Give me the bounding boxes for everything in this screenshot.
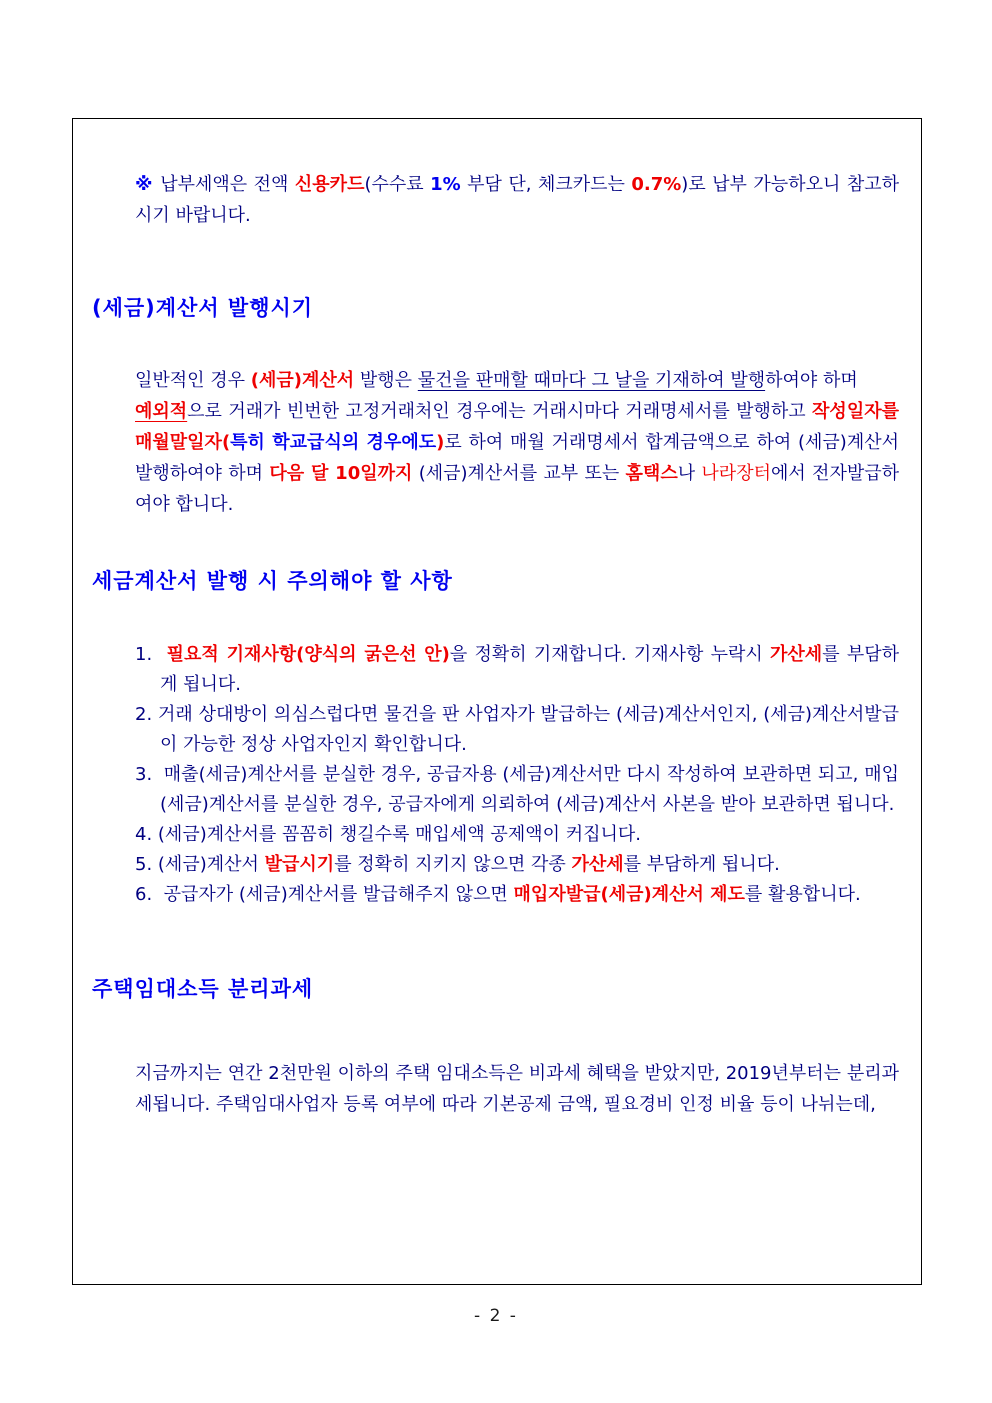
text-run: 발행은 <box>354 370 418 391</box>
list-item-2 <box>135 700 899 760</box>
text-run: (세금)계산서를 꼼꼼히 챙길수록 매입세액 공제액이 커집니다. <box>157 824 641 845</box>
text-run: 를 활용합니다. <box>744 884 861 905</box>
text-run: (세금)계산서 <box>157 854 265 875</box>
paragraph-exception-case <box>135 396 906 520</box>
text-run: 4. <box>135 824 158 845</box>
text-run: 으로 거래가 빈번한 고정거래처인 경우에는 거래시마다 거래명세서를 발행하고 <box>187 401 813 422</box>
list-item-5 <box>135 850 899 880</box>
text-run: 로 하여 매월 거래명세서 합계금액으로 하여 (세금)계산서 발행하여야 하며 <box>135 432 905 484</box>
text-run: 를 정확히 지키지 않으면 각종 <box>334 854 572 875</box>
text-run: 매출(세금)계산서를 분실한 경우, 공급자용 (세금)계산서만 다시 작성하여 보관하면 되고, 매입(세금)계산서를 분실한 경우, 공급자에게 의뢰하여 (세금)계산서 사본을 받아 보관하면 됩니다. <box>160 764 899 815</box>
text-run: 예외적 <box>135 401 188 422</box>
text-run: (세금)계산서 <box>250 370 355 391</box>
text-run: 1. <box>135 644 167 665</box>
heading-invoice-cautions: 세금계산서 발행 시 주의해야 할 사항 <box>92 569 453 593</box>
text-run: (세금)계산서를 교부 또는 <box>412 463 626 484</box>
text-run: ) <box>436 432 445 453</box>
text-run: (수수료 <box>364 174 431 195</box>
text-run: 0.7% <box>631 174 682 195</box>
list-item-6 <box>135 880 899 910</box>
text-run: 6. <box>135 884 164 905</box>
text-run: )로 납부 가능하오니 참고하시기 바랍니다. <box>135 174 899 226</box>
text-run: 거래 상대방이 의심스럽다면 물건을 판 사업자가 발급하는 (세금)계산서인지, (세금)계산서발급이 가능한 정상 사업자인지 확인합니다. <box>157 704 899 755</box>
text-run: 가산세 <box>571 854 624 875</box>
heading-invoice-issuance-timing: (세금)계산서 발행시기 <box>92 296 314 320</box>
heading-housing-rental-separate-taxation: 주택임대소득 분리과세 <box>92 977 314 1001</box>
text-run: 지금까지는 연간 2천만원 이하의 주택 임대소득은 비과세 혜택을 받았지만, 2019년부터는 분리과세됩니다. 주택임대사업자 등록 여부에 따라 기본공제 금액, 필요경비 인정 비율 등이 나뉘는데, <box>135 1063 899 1115</box>
text-run: 홈택스 <box>625 463 678 484</box>
page-number: - 2 - <box>474 1306 518 1326</box>
text-run: 다음 달 10일까지 <box>269 463 413 484</box>
text-run: 하여야 하며 <box>765 370 858 391</box>
text-run: 2. <box>135 704 158 725</box>
cautions-list <box>135 640 899 910</box>
text-run: 가산세 <box>770 644 823 665</box>
paragraph-general-case <box>135 365 899 396</box>
text-run: 작성일자를 매월말일자( <box>135 401 906 453</box>
text-run: 부담 단, 체크카드는 <box>460 174 632 195</box>
list-item-4 <box>135 820 899 850</box>
text-run: 나라장터 <box>701 463 771 484</box>
text-run: 신용카드 <box>294 174 365 195</box>
text-run: 를 부담하게 됩니다. <box>623 854 780 875</box>
text-run: 물건을 판매할 때마다 그 날을 기재하여 발행 <box>417 370 766 391</box>
text-run: 5. <box>135 854 158 875</box>
text-run: 납부세액은 전액 <box>160 174 295 195</box>
text-run: 을 정확히 기재합니다. 기재사항 누락시 <box>449 644 771 665</box>
text-run: ※ <box>135 174 161 195</box>
document-border-box <box>72 118 922 1285</box>
text-run: 3. <box>135 764 164 785</box>
text-run: 나 <box>677 463 702 484</box>
text-run: 필요적 기재사항(양식의 굵은선 안) <box>166 644 450 665</box>
list-item-3 <box>135 760 899 820</box>
text-run: 에서 전자발급하여야 합니다. <box>135 463 900 515</box>
text-run: 공급자가 (세금)계산서를 발급해주지 않으면 <box>163 884 514 905</box>
paragraph-housing-rental <box>135 1058 899 1120</box>
text-run: 일반적인 경우 <box>135 370 251 391</box>
text-run: 매입자발급(세금)계산서 제도 <box>513 884 745 905</box>
text-run: 를 부담하게 됩니다. <box>160 644 899 695</box>
text-run: 1% <box>430 174 461 195</box>
text-run: 발급시기 <box>264 854 335 875</box>
list-item-1 <box>135 640 899 700</box>
text-run: 특히 학교급식의 경우에도 <box>230 432 437 453</box>
note-paragraph-card-payment <box>135 169 899 231</box>
